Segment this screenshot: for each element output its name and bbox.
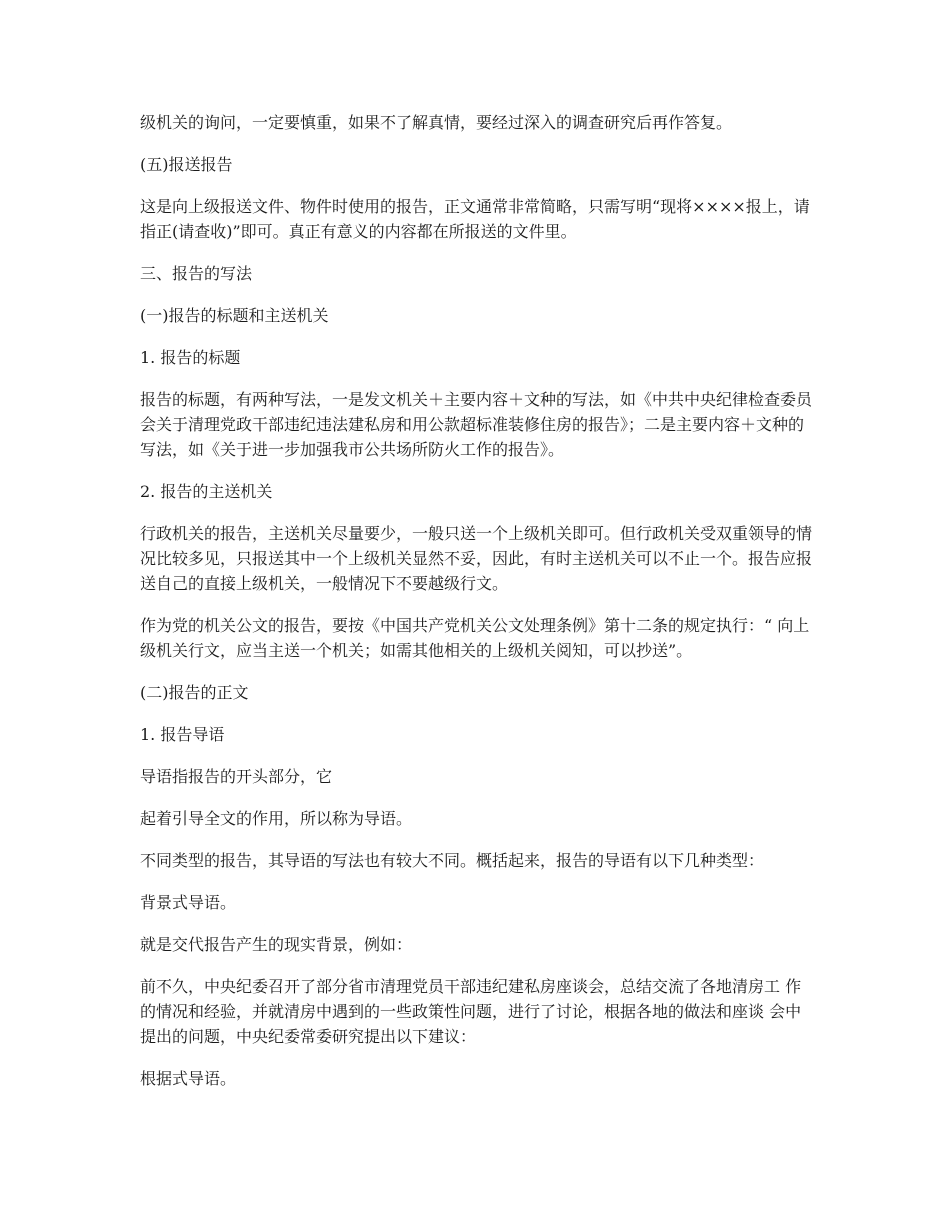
section-heading: 1. 报告的标题: [140, 348, 241, 367]
section-heading: (五)报送报告: [140, 155, 233, 174]
paragraph: 报告的标题，有两种写法，一是发文机关＋主要内容＋文种的写法，如《中共中央纪律检查委员会关于清理党政干部违纪违法建私房和用公款超标准装修住房的报告》；二是主要内容＋文种的写法，如《关于进一步加强我市公共场所防火工作的报告》。: [140, 390, 813, 459]
paragraph: 前不久，中央纪委召开了部分省市清理党员干部违纪建私房座谈会，总结交流了各地清房工 作的情况和经验，并就清房中遇到的一些政策性问题，进行了讨论，根据各地的做法和座谈 会中提出的问题，中央纪委常委研究提出以下建议：: [140, 977, 802, 1046]
paragraph: 起着引导全文的作用，所以称为导语。: [140, 809, 413, 828]
paragraph: 行政机关的报告，主送机关尽量要少，一般只送一个上级机关即可。但行政机关受双重领导的情况比较多见，只报送其中一个上级机关显然不妥，因此，有时主送机关可以不止一个。报告应报送自己的直接上级机关，一般情况下不要越级行文。: [140, 524, 813, 593]
paragraph: 根据式导语。: [140, 1069, 237, 1088]
section-heading: (一)报告的标题和主送机关: [140, 306, 329, 325]
paragraph: 这是向上级报送文件、物件时使用的报告，正文通常非常简略，只需写明“现将××××报上，请指正(请查收)”即可。真正有意义的内容都在所报送的文件里。: [140, 197, 810, 241]
section-heading: 1. 报告导语: [140, 725, 225, 744]
document-body: [140, 110, 815, 1108]
paragraph: 导语指报告的开头部分，它: [140, 767, 333, 786]
paragraph: 不同类型的报告，其导语的写法也有较大不同。概括起来，报告的导语有以下几种类型：: [140, 851, 765, 870]
section-heading: 三、报告的写法: [140, 264, 253, 283]
section-heading: 2. 报告的主送机关: [140, 482, 273, 501]
paragraph: 级机关的询问，一定要慎重，如果不了解真情，要经过深入的调查研究后再作答复。: [140, 113, 733, 132]
paragraph: 就是交代报告产生的现实背景，例如：: [140, 935, 413, 954]
paragraph: 作为党的机关公文的报告，要按《中国共产党机关公文处理条例》第十二条的规定执行：“ 向上级机关行文，应当主送一个机关；如需其他相关的上级机关阅知，可以抄送”。: [140, 616, 810, 660]
paragraph: 背景式导语。: [140, 893, 237, 912]
section-heading: (二)报告的正文: [140, 683, 249, 702]
